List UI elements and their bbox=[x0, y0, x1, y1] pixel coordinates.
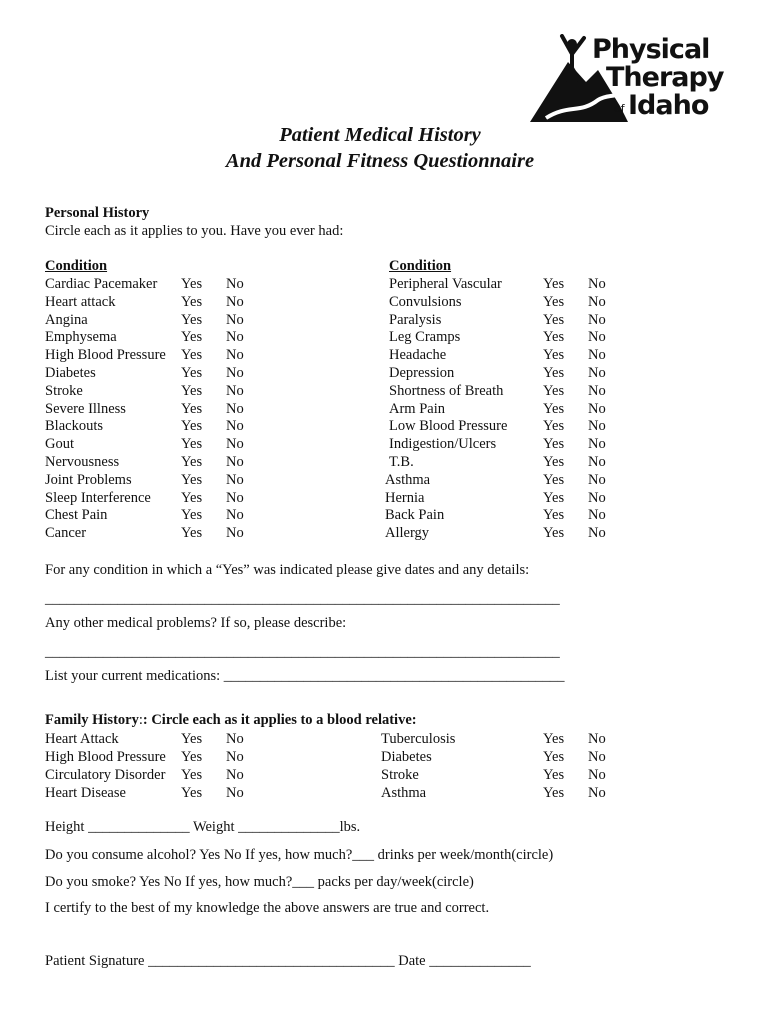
family-condition-label: Asthma bbox=[381, 785, 427, 801]
yes-option[interactable]: Yes bbox=[543, 311, 565, 328]
details-line[interactable]: _______________________________________________________________________ bbox=[45, 591, 560, 607]
condition-label: Paralysis bbox=[389, 311, 442, 328]
logo-physical: Physical bbox=[592, 34, 710, 65]
condition-label: Angina bbox=[45, 311, 88, 328]
condition-label: T.B. bbox=[389, 454, 414, 470]
condition-label: Cardiac Pacemaker bbox=[45, 276, 158, 292]
family-history-heading: Family History bbox=[45, 712, 139, 728]
no-option[interactable]: No bbox=[588, 749, 606, 765]
no-option[interactable]: No bbox=[588, 507, 606, 524]
logo-therapy: Therapy bbox=[606, 62, 724, 93]
yes-option[interactable]: Yes bbox=[543, 418, 565, 435]
yes-option[interactable]: Yes bbox=[181, 785, 203, 801]
no-option[interactable]: No bbox=[588, 382, 606, 399]
yes-option[interactable]: Yes bbox=[543, 785, 565, 801]
no-option[interactable]: No bbox=[588, 525, 606, 542]
yes-option[interactable]: Yes bbox=[543, 276, 565, 292]
page-subtitle: And Personal Fitness Questionnaire bbox=[225, 150, 535, 172]
no-option[interactable]: No bbox=[226, 365, 244, 381]
yes-option[interactable]: Yes bbox=[181, 400, 203, 417]
yes-option[interactable]: Yes bbox=[543, 365, 565, 381]
yes-option[interactable]: Yes bbox=[181, 276, 203, 292]
height-weight-field[interactable]: Height ______________ Weight ______________lbs. bbox=[45, 819, 361, 835]
no-option[interactable]: No bbox=[588, 329, 606, 346]
personal-history-instruction: Circle each as it applies to you. Have you ever had: bbox=[45, 223, 344, 239]
condition-label: Diabetes bbox=[45, 365, 96, 381]
details-prompt: For any condition in which a “Yes” was indicated please give dates and any details: bbox=[45, 562, 530, 578]
condition-label: Depression bbox=[389, 365, 455, 381]
condition-label: Nervousness bbox=[45, 454, 120, 470]
no-option[interactable]: No bbox=[588, 347, 606, 364]
no-option[interactable]: No bbox=[226, 347, 244, 364]
family-history-colon: : bbox=[138, 712, 143, 728]
condition-label: Allergy bbox=[385, 525, 430, 542]
no-option[interactable]: No bbox=[588, 365, 606, 381]
medications-field[interactable]: List your current medications: _______________________________________________ bbox=[45, 668, 565, 684]
yes-option[interactable]: Yes bbox=[181, 382, 203, 399]
no-option[interactable]: No bbox=[226, 767, 244, 783]
no-option[interactable]: No bbox=[226, 400, 244, 417]
no-option[interactable]: No bbox=[588, 767, 606, 783]
no-option[interactable]: No bbox=[226, 749, 244, 765]
yes-option[interactable]: Yes bbox=[181, 311, 203, 328]
yes-option[interactable]: Yes bbox=[543, 489, 565, 506]
no-option[interactable]: No bbox=[588, 418, 606, 435]
yes-option[interactable]: Yes bbox=[543, 436, 565, 453]
condition-label: Cancer bbox=[45, 525, 87, 542]
no-option[interactable]: No bbox=[588, 276, 606, 292]
condition-label: Severe Illness bbox=[45, 400, 126, 417]
no-option[interactable]: No bbox=[226, 785, 244, 801]
no-option[interactable]: No bbox=[588, 311, 606, 328]
yes-option[interactable]: Yes bbox=[181, 365, 203, 381]
yes-option[interactable]: Yes bbox=[181, 767, 203, 783]
family-condition-label: Diabetes bbox=[381, 749, 432, 765]
family-condition-label: Stroke bbox=[381, 767, 419, 783]
yes-option[interactable]: Yes bbox=[181, 436, 203, 453]
yes-option[interactable]: Yes bbox=[543, 454, 565, 470]
yes-option[interactable]: Yes bbox=[543, 749, 565, 765]
yes-option[interactable]: Yes bbox=[543, 382, 565, 399]
condition-label: Sleep Interference bbox=[45, 489, 151, 506]
condition-label: Asthma bbox=[385, 471, 431, 488]
no-option[interactable]: No bbox=[588, 454, 606, 470]
no-option[interactable]: No bbox=[588, 293, 606, 310]
alcohol-question[interactable]: Do you consume alcohol? Yes No If yes, how much?___ drinks per week/month(circle) bbox=[45, 847, 554, 863]
logo-idaho: Idaho bbox=[628, 90, 709, 121]
condition-label: Indigestion/Ulcers bbox=[389, 436, 497, 453]
yes-option[interactable]: Yes bbox=[181, 731, 203, 747]
yes-option[interactable]: Yes bbox=[543, 507, 565, 524]
no-option[interactable]: No bbox=[226, 311, 244, 328]
yes-option[interactable]: Yes bbox=[181, 471, 203, 488]
condition-label: Leg Cramps bbox=[389, 329, 461, 346]
yes-option[interactable]: Yes bbox=[543, 329, 565, 346]
no-option[interactable]: No bbox=[226, 418, 244, 435]
signature-date-field[interactable]: Patient Signature __________________________________ Date ______________ bbox=[45, 953, 531, 969]
yes-option[interactable]: Yes bbox=[181, 293, 203, 310]
no-option[interactable]: No bbox=[226, 731, 244, 747]
yes-option[interactable]: Yes bbox=[543, 471, 565, 488]
condition-label: Joint Problems bbox=[45, 471, 132, 488]
right-condition-header: Condition bbox=[389, 258, 452, 274]
yes-option[interactable]: Yes bbox=[543, 347, 565, 364]
no-option[interactable]: No bbox=[226, 507, 244, 524]
no-option[interactable]: No bbox=[588, 400, 606, 417]
yes-option[interactable]: Yes bbox=[543, 731, 565, 747]
certification-statement: I certify to the best of my knowledge the above answers are true and correct. bbox=[45, 900, 490, 916]
condition-label: Gout bbox=[45, 436, 74, 453]
no-option[interactable]: No bbox=[588, 471, 606, 488]
no-option[interactable]: No bbox=[226, 329, 244, 346]
condition-label: Emphysema bbox=[45, 329, 117, 346]
yes-option[interactable]: Yes bbox=[181, 489, 203, 506]
yes-option[interactable]: Yes bbox=[543, 293, 565, 310]
condition-label: Shortness of Breath bbox=[389, 382, 504, 399]
yes-option[interactable]: Yes bbox=[181, 749, 203, 765]
condition-label: Stroke bbox=[45, 382, 83, 399]
other-problems-line[interactable]: _______________________________________________________________________ bbox=[45, 644, 560, 660]
smoke-question[interactable]: Do you smoke? Yes No If yes, how much?___ packs per day/week(circle) bbox=[45, 874, 474, 890]
condition-label: Convulsions bbox=[389, 293, 462, 310]
family-condition-label: Tuberculosis bbox=[381, 731, 456, 747]
no-option[interactable]: No bbox=[226, 525, 244, 542]
family-condition-label: Heart Disease bbox=[45, 785, 126, 801]
condition-label: High Blood Pressure bbox=[45, 347, 166, 364]
condition-label: Hernia bbox=[385, 489, 425, 506]
no-option[interactable]: No bbox=[226, 436, 244, 453]
no-option[interactable]: No bbox=[588, 731, 606, 747]
yes-option[interactable]: Yes bbox=[181, 347, 203, 364]
condition-label: Headache bbox=[389, 347, 447, 364]
family-condition-label: High Blood Pressure bbox=[45, 749, 166, 765]
no-option[interactable]: No bbox=[588, 489, 606, 506]
family-history-instruction: : Circle each as it applies to a blood relative: bbox=[142, 712, 417, 728]
condition-label: Arm Pain bbox=[389, 400, 445, 417]
family-history-heading-line bbox=[45, 711, 417, 729]
left-condition-header: Condition bbox=[45, 258, 108, 274]
condition-label: Heart attack bbox=[45, 293, 116, 310]
no-option[interactable]: No bbox=[226, 382, 244, 399]
yes-option[interactable]: Yes bbox=[543, 767, 565, 783]
yes-option[interactable]: Yes bbox=[181, 418, 203, 435]
yes-option[interactable]: Yes bbox=[181, 454, 203, 470]
no-option[interactable]: No bbox=[226, 276, 244, 292]
yes-option[interactable]: Yes bbox=[181, 329, 203, 346]
no-option[interactable]: No bbox=[588, 436, 606, 453]
logo-of: of bbox=[614, 102, 625, 115]
no-option[interactable]: No bbox=[226, 471, 244, 488]
no-option[interactable]: No bbox=[226, 489, 244, 506]
yes-option[interactable]: Yes bbox=[181, 507, 203, 524]
other-problems-prompt: Any other medical problems? If so, please describe: bbox=[45, 615, 347, 631]
condition-label: Low Blood Pressure bbox=[389, 418, 508, 435]
physical-therapy-of-idaho-logo bbox=[528, 34, 724, 126]
condition-label: Peripheral Vascular bbox=[389, 276, 502, 292]
personal-history-heading: Personal History bbox=[45, 205, 150, 221]
family-condition-label: Circulatory Disorder bbox=[45, 767, 166, 783]
no-option[interactable]: No bbox=[226, 454, 244, 470]
family-condition-label: Heart Attack bbox=[45, 731, 119, 747]
page-title: Patient Medical History bbox=[279, 124, 481, 146]
no-option[interactable]: No bbox=[588, 785, 606, 801]
no-option[interactable]: No bbox=[226, 293, 244, 310]
yes-option[interactable]: Yes bbox=[543, 400, 565, 417]
condition-label: Blackouts bbox=[45, 418, 103, 435]
condition-label: Back Pain bbox=[385, 507, 445, 524]
yes-option[interactable]: Yes bbox=[543, 525, 565, 542]
yes-option[interactable]: Yes bbox=[181, 525, 203, 542]
condition-label: Chest Pain bbox=[45, 507, 108, 524]
